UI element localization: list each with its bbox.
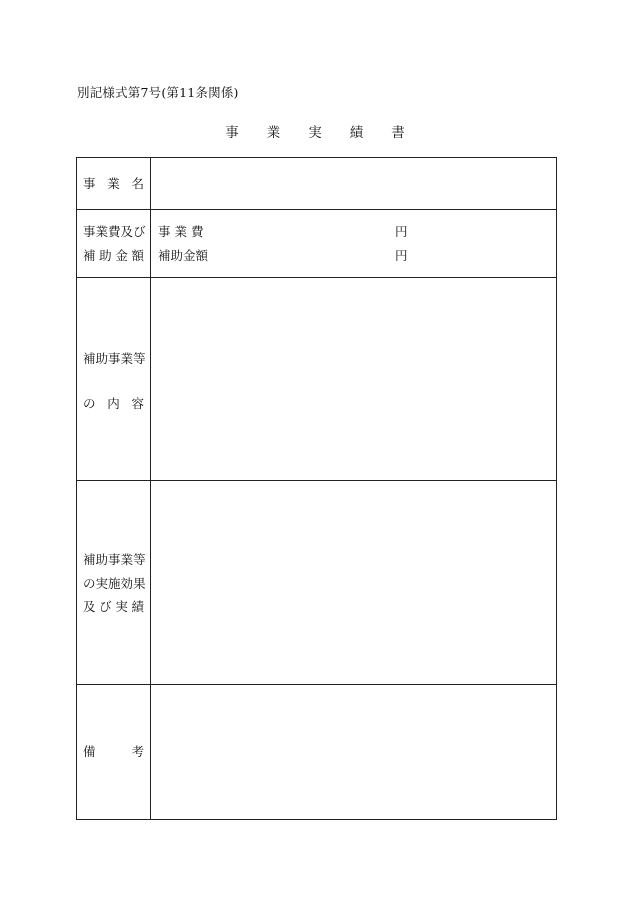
label-char: 費 [108, 224, 121, 239]
field-remarks[interactable] [151, 685, 556, 819]
label-costs [77, 210, 151, 277]
label-char: 及 [120, 224, 134, 239]
project-cost-line[interactable] [158, 224, 222, 240]
field-effects[interactable] [151, 481, 556, 684]
label-char: 施 [108, 576, 121, 591]
field-contents[interactable] [151, 278, 556, 480]
label-project-name [77, 158, 151, 209]
label-effects [77, 481, 151, 684]
label-char: 業 [95, 224, 109, 239]
row-costs [77, 210, 556, 278]
label-char: 事 [83, 224, 96, 239]
subsidy-amount-line[interactable] [158, 248, 222, 264]
label-char: 内 [107, 396, 120, 411]
label-char: 業 [120, 552, 134, 567]
title-char: 事 [225, 125, 239, 141]
label-char: 金 [115, 248, 128, 263]
subsidy-amount-label: 補助金額 [158, 248, 209, 263]
label-char: 及 [83, 599, 96, 614]
label-char: 容 [131, 396, 144, 411]
project-cost-label: 事 業 費 [158, 224, 204, 239]
title-char: 書 [391, 125, 405, 141]
label-char: 等 [133, 351, 146, 366]
row-contents [77, 278, 556, 481]
label-char: 事 [83, 176, 96, 191]
project-cost-unit: 円 [395, 224, 408, 239]
report-form-table [76, 157, 557, 820]
label-char: 業 [120, 351, 134, 366]
label-char: 考 [131, 744, 144, 759]
label-char: 補 [83, 248, 96, 263]
row-project-name [77, 158, 556, 210]
label-char: 額 [131, 248, 144, 263]
label-char: 助 [95, 552, 109, 567]
label-char: 備 [83, 744, 96, 759]
label-char: 果 [133, 576, 146, 591]
label-char: 業 [107, 176, 120, 191]
row-remarks [77, 685, 556, 819]
label-char: 補 [83, 351, 96, 366]
label-char: 実 [115, 599, 128, 614]
label-char: の [83, 396, 96, 411]
field-costs [151, 210, 556, 277]
title-char: 実 [308, 125, 322, 141]
subsidy-amount-unit: 円 [395, 248, 408, 263]
title-char: 業 [266, 125, 281, 141]
label-char: 実 [95, 576, 109, 591]
form-number: 別記様式第7号(第11条関係) [77, 85, 239, 100]
label-contents [77, 278, 151, 480]
label-char: び [99, 599, 112, 614]
document-title [0, 121, 630, 141]
label-char: 助 [95, 351, 109, 366]
row-effects [77, 481, 556, 685]
label-char: 事 [108, 351, 121, 366]
label-char: 事 [108, 552, 121, 567]
label-char: び [133, 224, 146, 239]
label-char: 績 [131, 599, 144, 614]
label-char: 補 [83, 552, 96, 567]
label-char: 等 [133, 552, 146, 567]
label-remarks [77, 685, 151, 819]
label-char: 名 [131, 176, 144, 191]
field-project-name[interactable] [151, 158, 556, 209]
label-char: 効 [120, 576, 134, 591]
label-char: 助 [99, 248, 112, 263]
title-char: 績 [349, 125, 364, 141]
label-char: の [83, 576, 96, 591]
